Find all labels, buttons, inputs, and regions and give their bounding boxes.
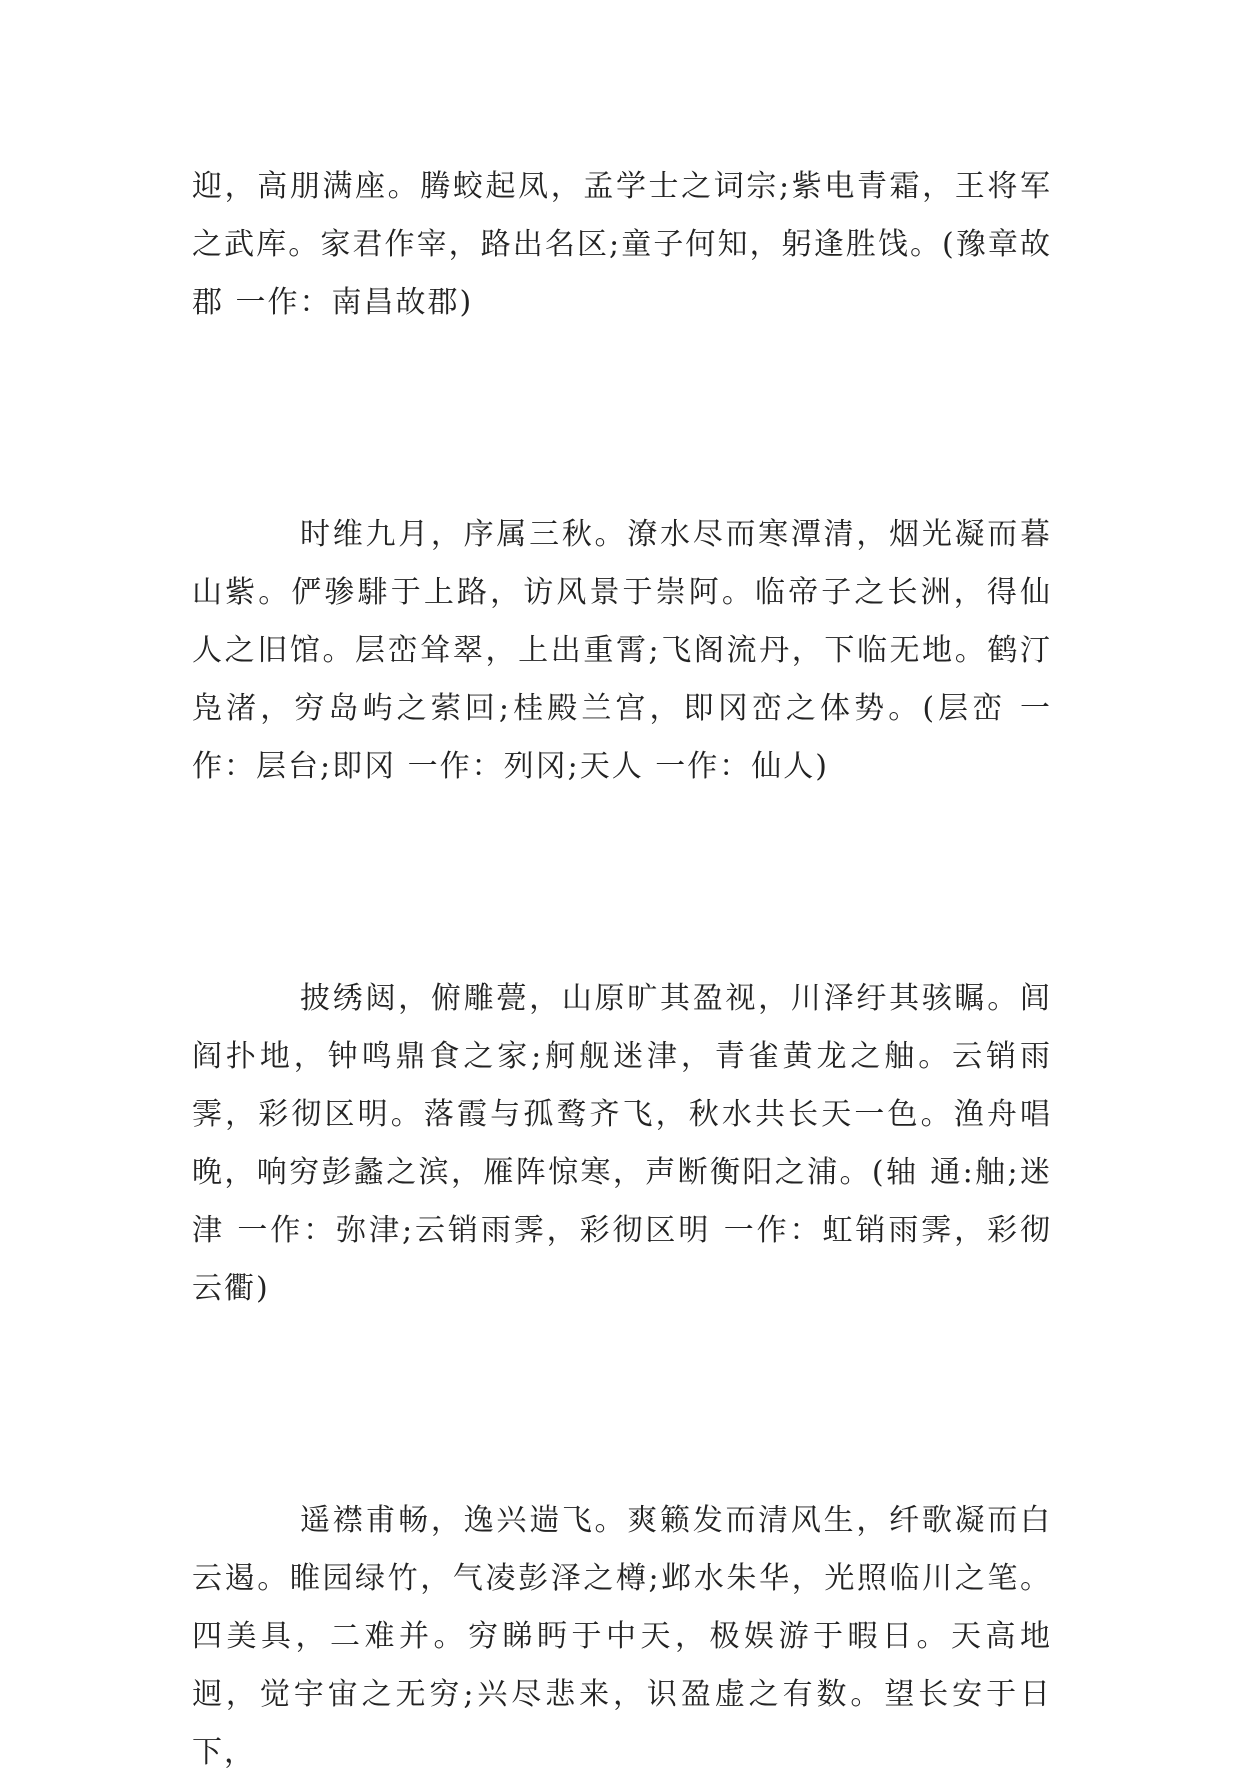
document-body bbox=[192, 158, 1052, 1782]
paragraph-3: 披绣闼，俯雕甍，山原旷其盈视，川泽纡其骇瞩。闾阎扑地，钟鸣鼎食之家;舸舰迷津，青雀黄龙之舳。云销雨霁，彩彻区明。落霞与孤鹜齐飞，秋水共长天一色。渔舟唱晚，响穷彭蠡之滨，雁阵惊寒，声断衡阳之浦。(轴 通:舳;迷津 一作：弥津;云销雨霁，彩彻区明 一作：虹销雨霁，彩彻云衢) bbox=[192, 981, 1052, 1306]
paragraph-gap bbox=[192, 1318, 1052, 1492]
paragraph-gap bbox=[192, 332, 1052, 506]
paragraph-gap bbox=[192, 796, 1052, 970]
paragraph-1: 迎，高朋满座。腾蛟起凤，孟学士之词宗;紫电青霜，王将军之武库。家君作宰，路出名区;童子何知，躬逢胜饯。(豫章故郡 一作：南昌故郡) bbox=[192, 169, 1052, 320]
paragraph-2: 时维九月，序属三秋。潦水尽而寒潭清，烟光凝而暮山紫。俨骖騑于上路，访风景于崇阿。临帝子之长洲，得仙人之旧馆。层峦耸翠，上出重霄;飞阁流丹，下临无地。鹤汀凫渚，穷岛屿之萦回;桂殿兰宫，即冈峦之体势。(层峦 一作：层台;即冈 一作：列冈;天人 一作：仙人) bbox=[192, 517, 1052, 784]
paragraph-4: 遥襟甫畅，逸兴遄飞。爽籁发而清风生，纤歌凝而白云遏。睢园绿竹，气凌彭泽之樽;邺水朱华，光照临川之笔。四美具，二难并。穷睇眄于中天，极娱游于暇日。天高地迥，觉宇宙之无穷;兴尽悲来，识盈虚之有数。望长安于日下， bbox=[192, 1503, 1052, 1770]
